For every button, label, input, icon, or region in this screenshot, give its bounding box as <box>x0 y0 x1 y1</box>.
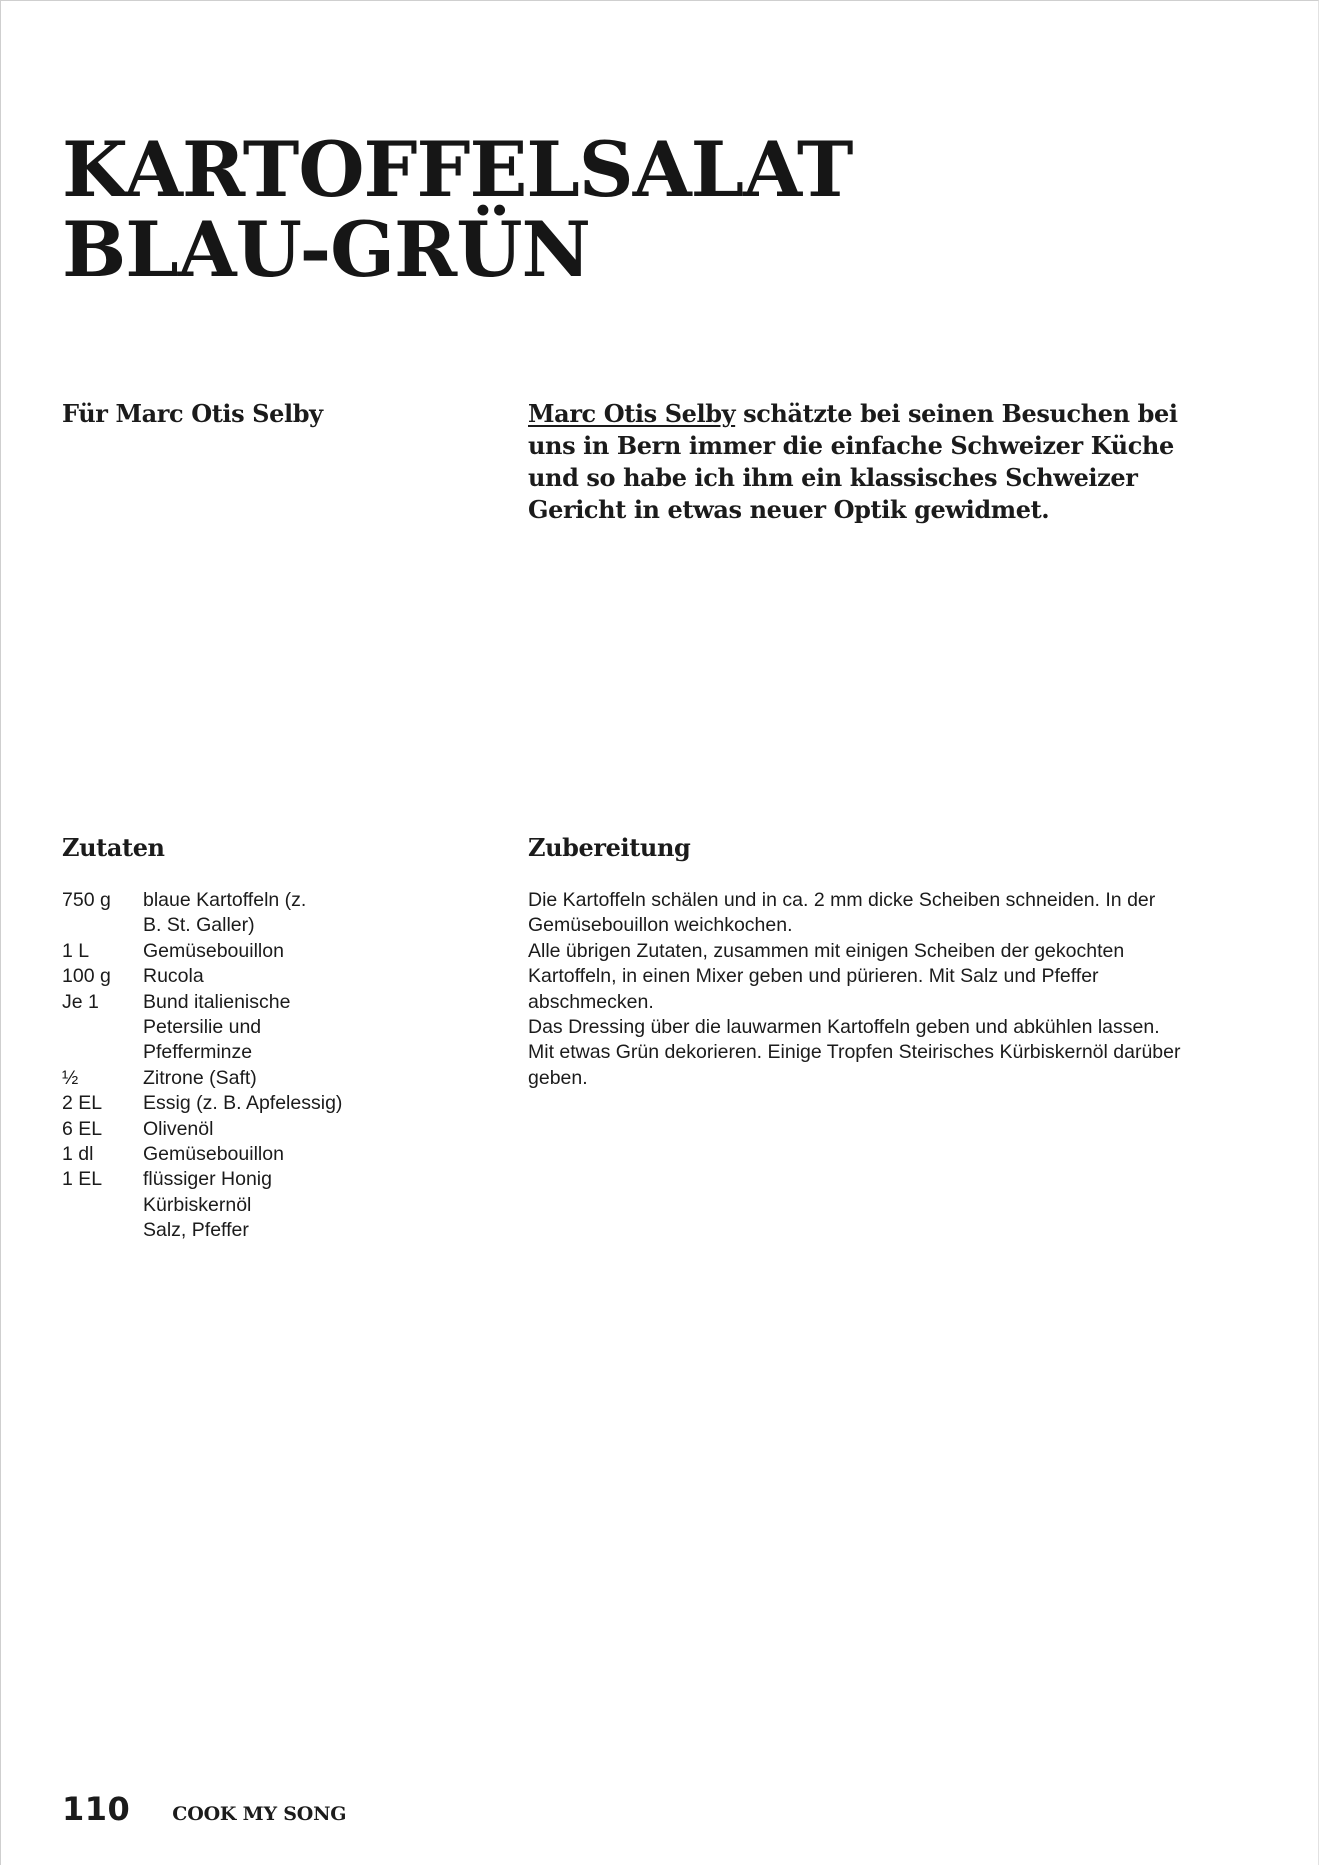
ingredient-item <box>62 1091 342 1116</box>
ingredient-name: Gemüsebouillon <box>143 1143 284 1166</box>
ingredients-heading: Zutaten <box>62 833 165 862</box>
recipe-title-line-1: KARTOFFELSALAT <box>62 125 853 214</box>
ingredient-item <box>62 990 342 1066</box>
ingredient-item <box>62 1218 342 1243</box>
ingredient-item <box>62 888 342 939</box>
ingredient-item <box>62 1142 342 1167</box>
ingredient-quantity: 2 EL <box>62 1092 103 1115</box>
ingredient-item <box>62 1066 342 1091</box>
ingredient-item <box>62 964 342 989</box>
page-number: 110 <box>62 1790 131 1828</box>
ingredient-name: blaue Kartoffeln (z. B. St. Galler) <box>143 889 307 937</box>
ingredient-name: Rucola <box>143 965 204 988</box>
ingredient-quantity: 750 g <box>62 889 111 911</box>
ingredient-item <box>62 1193 342 1218</box>
ingredient-quantity: 1 dl <box>62 1143 94 1166</box>
page-footer <box>62 1790 346 1828</box>
ingredient-name: Zitrone (Saft) <box>143 1066 257 1089</box>
recipe-title <box>62 125 853 294</box>
ingredient-name: Essig (z. B. Apfelessig) <box>143 1092 343 1115</box>
ingredient-quantity: 100 g <box>62 965 111 988</box>
ingredient-name: Olivenöl <box>143 1117 214 1140</box>
ingredient-quantity: 1 EL <box>62 1168 103 1191</box>
ingredient-name: Kürbiskernöl <box>143 1193 252 1216</box>
ingredient-quantity: ½ <box>62 1066 79 1089</box>
preparation-step: Mit etwas Grün dekorieren. Einige Tropfen Steirisches Kürbiskernöl darüber geben. <box>528 1041 1181 1089</box>
ingredient-quantity: Je 1 <box>62 990 99 1013</box>
preparation-heading: Zubereitung <box>528 833 691 862</box>
preparation-step: Die Kartoffeln schälen und in ca. 2 mm dicke Scheiben schneiden. In der Gemüsebouillon weichkochen. <box>528 889 1156 937</box>
ingredients-list <box>62 888 342 1244</box>
preparation-step: Das Dressing über die lauwarmen Kartoffeln geben und abkühlen lassen. <box>528 1016 1160 1039</box>
preparation-steps <box>528 888 1228 1091</box>
ingredient-quantity: 1 L <box>62 939 90 962</box>
ingredient-name: Gemüsebouillon <box>143 939 284 962</box>
preparation-step: Alle übrigen Zutaten, zusammen mit einigen Scheiben der gekochten Kartoffeln, in einen Mixer geben und pürieren. Mit Salz und Pfeffer abschmecken. <box>528 939 1125 1013</box>
book-title: COOK MY SONG <box>172 1803 347 1825</box>
ingredient-item <box>62 1167 342 1192</box>
intro-text: schätzte bei seinen Besuchen bei uns in Bern immer die einfache Schweizer Küche und so habe ich ihm ein klassisches Schweizer Gericht in etwas neuer Optik gewidmet. <box>528 399 1178 524</box>
ingredient-quantity: 6 EL <box>62 1117 103 1140</box>
ingredient-name: flüssiger Honig <box>143 1168 272 1191</box>
person-link[interactable]: Marc Otis Selby <box>528 399 736 428</box>
ingredient-name: Bund italienische Petersilie und Pfefferminze <box>143 990 291 1064</box>
ingredient-item <box>62 1117 342 1142</box>
ingredient-item <box>62 939 342 964</box>
recipe-title-line-2: BLAU-GRÜN <box>62 205 590 294</box>
ingredient-name: Salz, Pfeffer <box>143 1219 249 1242</box>
intro-paragraph <box>528 398 1188 526</box>
dedication: Für Marc Otis Selby <box>62 399 323 428</box>
